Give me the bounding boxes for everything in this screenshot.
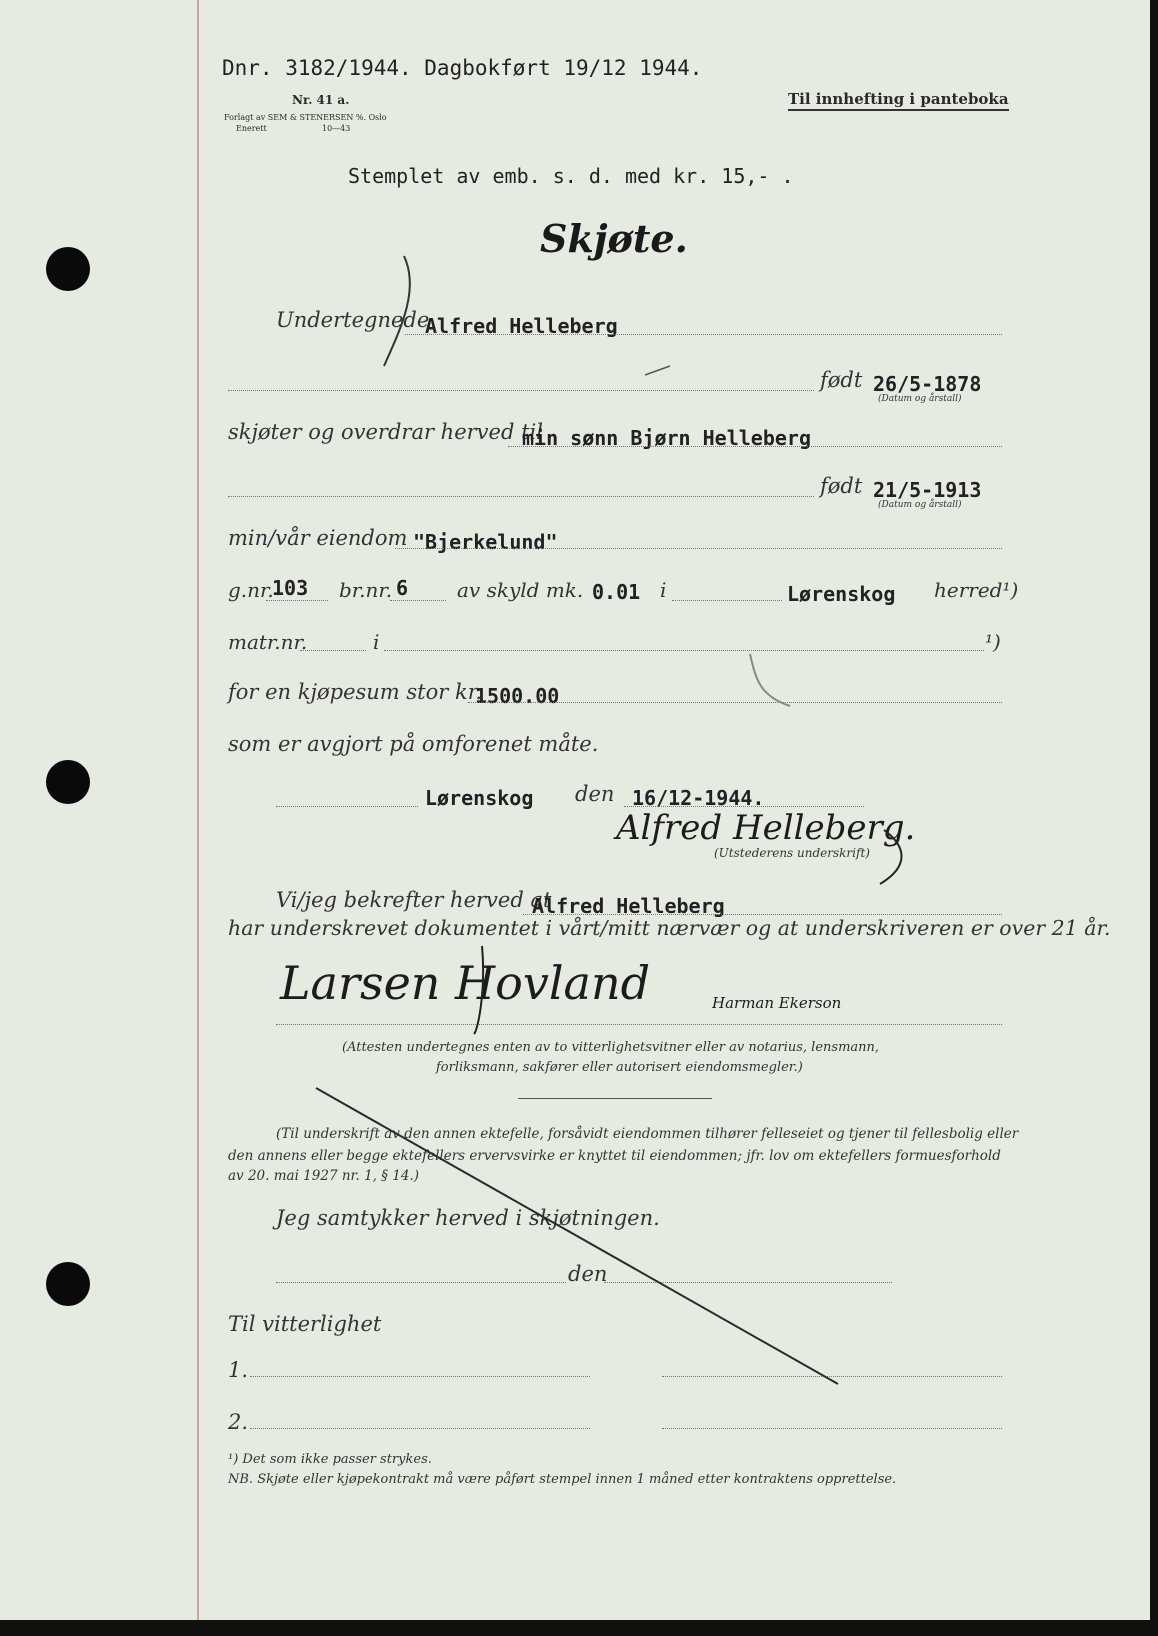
stamp-line: Stemplet av emb. s. d. med kr. 15,- . bbox=[348, 164, 794, 188]
vitterlighet-2: 2. bbox=[228, 1410, 249, 1434]
seller-label: Undertegnede bbox=[276, 308, 430, 332]
vitterlighet-label: Til vitterlighet bbox=[228, 1312, 382, 1336]
matr-footnote-ref: ¹) bbox=[985, 630, 1001, 654]
spouse-note-3: av 20. mai 1927 nr. 1, § 14.) bbox=[228, 1168, 420, 1184]
witness-line2: har underskrevet dokumentet i vårt/mitt nærvær og at underskriveren er over 21 år. bbox=[228, 916, 1111, 940]
registration-line: Dnr. 3182/1944. Dagbokført 19/12 1944. bbox=[222, 56, 703, 80]
signing-date: 16/12-1944. bbox=[632, 786, 765, 810]
document-title: Skjøte. bbox=[540, 216, 688, 261]
gnr-value: 103 bbox=[272, 576, 309, 600]
strike-through-line bbox=[316, 1088, 838, 1384]
skyld-label: av skyld mk. bbox=[457, 578, 584, 602]
spouse-consent: Jeg samtykker herved i skjøtningen. bbox=[276, 1206, 660, 1230]
witness-line1-label: Vi/jeg bekrefter herved at bbox=[276, 888, 552, 912]
footnote-1: ¹) Det som ikke passer strykes. bbox=[228, 1452, 432, 1467]
transfer-label: skjøter og overdrar herved til bbox=[228, 420, 543, 444]
signature-flourish-2 bbox=[880, 830, 902, 884]
price-label: for en kjøpesum stor kr. bbox=[228, 680, 483, 704]
price-amount: 1500.00 bbox=[475, 684, 560, 708]
spouse-den-label: den bbox=[568, 1262, 608, 1286]
signature-flourish bbox=[474, 946, 483, 1034]
attach-note: Til innhefting i panteboka bbox=[788, 90, 1009, 111]
brnr-value: 6 bbox=[396, 576, 409, 600]
spouse-note-1: (Til underskrift av den annen ektefelle, forsåvidt eiendommen tilhører felleseiet og tjener til fellesbolig eller bbox=[276, 1126, 1019, 1142]
publisher-enerett: Enerett bbox=[236, 124, 267, 133]
footnote-2: NB. Skjøte eller kjøpekontrakt må være påført stempel innen 1 måned etter kontraktens opprettelse. bbox=[228, 1472, 897, 1487]
publisher-line: Forlagt av SEM & STENERSEN %. Oslo bbox=[224, 113, 387, 122]
attest-note-1: (Attesten undertegnes enten av to vitterlighetsvitner eller av notarius, lensmann, bbox=[342, 1040, 880, 1055]
issuer-signature-hint: (Utstederens underskrift) bbox=[714, 846, 870, 860]
seller-name: Alfred Helleberg bbox=[425, 314, 618, 338]
witness-signature-2: Harman Ekerson bbox=[712, 994, 842, 1012]
signing-place: Lørenskog bbox=[425, 786, 534, 810]
buyer-born-label: født bbox=[820, 474, 863, 498]
buyer-name: min sønn Bjørn Helleberg bbox=[522, 426, 811, 450]
settled-text: som er avgjort på omforenet måte. bbox=[228, 732, 599, 756]
herred-label: herred¹) bbox=[934, 578, 1019, 602]
buyer-date-hint: (Datum og årstall) bbox=[878, 500, 962, 510]
spouse-note-2: den annens eller begge ektefellers ervervsvirke er knyttet til eiendommen; jfr. lov om ektefellers formuesforhold bbox=[228, 1148, 1001, 1164]
signing-den-label: den bbox=[575, 782, 615, 806]
seller-date-hint: (Datum og årstall) bbox=[878, 394, 962, 404]
publisher-date: 10—43 bbox=[322, 124, 351, 133]
witness-line1-name: Alfred Helleberg bbox=[532, 894, 725, 918]
issuer-signature: Alfred Helleberg. bbox=[616, 808, 916, 848]
property-name: "Bjerkelund" bbox=[413, 530, 558, 554]
form-number: Nr. 41 a. bbox=[292, 93, 350, 107]
matr-label: matr.nr. bbox=[228, 630, 308, 654]
property-label: min/vår eiendom bbox=[228, 526, 408, 550]
brnr-label: br.nr. bbox=[339, 578, 393, 602]
witness-signatures: Larsen Hovland bbox=[280, 956, 651, 1010]
pen-mark bbox=[645, 366, 670, 375]
vitterlighet-1: 1. bbox=[228, 1358, 249, 1382]
curly-bracket-stroke bbox=[384, 256, 410, 366]
pen-mark-faint bbox=[750, 654, 790, 706]
skyld-value: 0.01 bbox=[592, 580, 641, 604]
seller-birthdate: 26/5-1878 bbox=[873, 372, 982, 396]
skyld-i-label: i bbox=[660, 578, 667, 602]
buyer-birthdate: 21/5-1913 bbox=[873, 478, 982, 502]
attest-note-2: forliksmann, sakfører eller autorisert eiendomsmegler.) bbox=[436, 1060, 803, 1075]
matr-i-label: i bbox=[373, 630, 380, 654]
seller-born-label: født bbox=[820, 368, 863, 392]
municipality: Lørenskog bbox=[787, 582, 896, 606]
gnr-label: g.nr. bbox=[228, 578, 274, 602]
